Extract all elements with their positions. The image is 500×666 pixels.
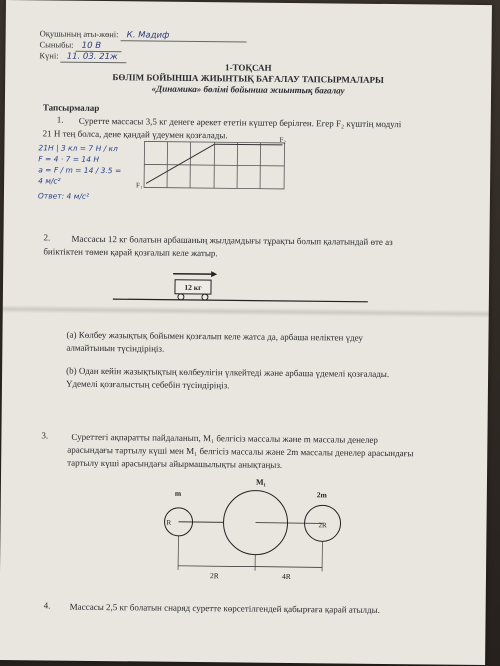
task3-number: 3. (41, 430, 49, 441)
task1-line2: 21 Н тең болса, дене қандай үдеумен қозғалады. (42, 128, 228, 141)
label-distance-4r: 4R (281, 571, 291, 582)
cart-wheel-right (202, 294, 208, 300)
label-m1: M₁ (255, 477, 266, 487)
label-small-m: m (174, 488, 182, 498)
solution-line: 4 м/с² (38, 176, 61, 186)
task2-number: 2. (43, 232, 51, 243)
arrow-head (211, 271, 217, 277)
solution-line: 21Н | 3 кл = 7 Н / кл (38, 143, 118, 154)
solution-line: F = 4 · 7 = 14 Н (38, 154, 100, 164)
task2-part-b-line1: (b) Одан кейін жазықтықтың көлбеулігін үлкейтеді және арбаша үдемелі қозғалады. (66, 365, 390, 380)
force-grid-diagram (134, 133, 295, 193)
class-value: 10 В (76, 41, 122, 52)
cart-mass-label: 12 кг (184, 282, 202, 293)
task1-line1: Суретте массасы 3,5 кг денеге әрекет ететін күштер берілген. Егер F₂ күштің модулі (78, 115, 402, 130)
task2-part-b-line2: Үдемелі қозғалыстың себебін түсіндіріңіз. (65, 378, 230, 391)
dim-line-2r (178, 566, 255, 567)
task1-number: 1. (56, 114, 64, 125)
cart-wheel-left (178, 294, 184, 300)
task2-part-a-line1: (a) Көлбеу жазықтық бойымен қозғалып келе жатса да, арбаша неліктен үдеу (66, 329, 364, 343)
label-2m: 2m (316, 490, 327, 500)
task3-line2: арасындағы тартылу күші мен M₁ белгісіз массалы және 2m массалы денелер арасындағы (67, 444, 414, 459)
paper-fold (3, 305, 489, 318)
label-f1: F₁ (136, 181, 143, 190)
task3-line3: тартылу күші арасындағы айырмашылықты анықтаңыз. (67, 457, 283, 470)
assessment-title: БӨЛІМ БОЙЫНША ЖИЫНТЫҚ БАҒАЛАУ ТАПСЫРМАЛАРЫ (112, 72, 384, 85)
tasks-heading: Тапсырмалар (42, 102, 100, 113)
task1-handwritten-solution (38, 142, 122, 202)
label-f2: F₂ (279, 135, 286, 144)
date-value: 11. 03. 21ж (61, 52, 127, 64)
label-2r-circle: 2R (318, 521, 327, 530)
student-name-value: К. Мадиф (121, 30, 247, 42)
class-label: Сыныбы: (39, 39, 74, 50)
task2-line1: Массасы 12 кг болатын арбашаның жылдамдығы тұрақты болып қалатындай өте аз (71, 233, 393, 248)
cart-diagram (103, 269, 373, 312)
incline-surface (113, 299, 368, 302)
dim-line-4r (255, 567, 322, 568)
solution-answer: Ответ: 4 м/с² (37, 191, 90, 201)
label-r: R (166, 518, 172, 527)
assessment-subtitle: «Динамика» бөлімі бойынша жиынтық бағалау (151, 83, 345, 96)
date-label: Күні: (39, 50, 59, 61)
student-name-label: Оқушының аты-жөні: (39, 28, 119, 40)
task2-line2: биіктіктен төмен қарай қозғалып келе жатыр. (43, 246, 218, 259)
task2-part-a-line2: алмайтынын түсіндіріңіз. (66, 342, 165, 354)
force-vector-f2 (215, 144, 283, 145)
force-vector-f1 (146, 143, 214, 184)
task4-number: 4. (43, 600, 51, 611)
solution-line: a = F / m = 14 / 3.5 = (38, 165, 122, 176)
task4-line1: Массасы 2,5 кг болатын снаряд суретте көрсетілгендей қабырғаға қарай атылды. (69, 601, 380, 615)
gravitation-diagram (150, 472, 351, 584)
task3-line1: Суреттегі ақпаратты пайдаланып, M₁ белгісіз массалы және m массалы денелер (71, 431, 378, 445)
label-distance-2r: 2R (209, 571, 219, 581)
quarter-title: 1-ТОҚСАН (225, 62, 272, 73)
